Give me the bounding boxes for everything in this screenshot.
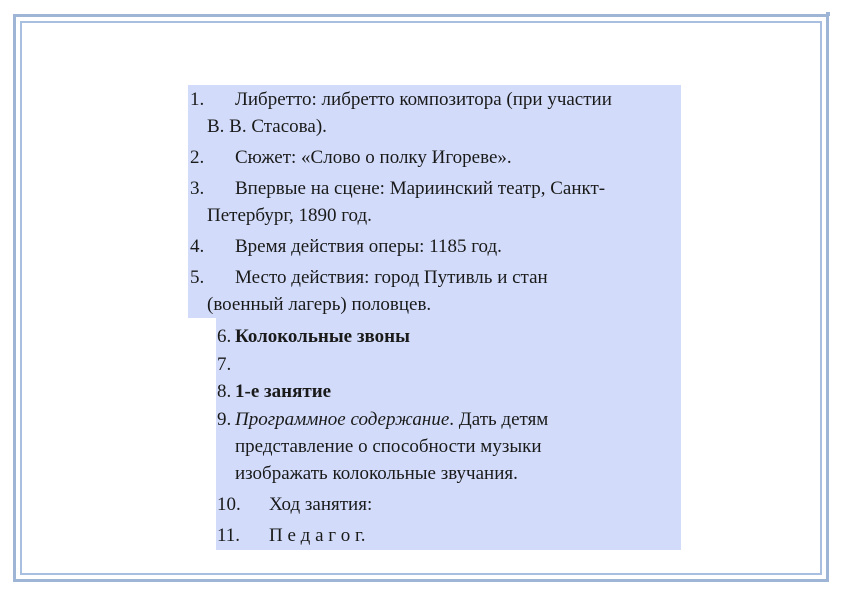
list-number: 4. [190, 236, 205, 257]
list-text: Место действия: город Путивль и стан [235, 267, 548, 288]
program-content-label: Программное содержание [235, 409, 450, 430]
list-text: Сюжет: «Слово о полку Игореве». [235, 147, 512, 168]
list-number: 8. [217, 381, 232, 402]
list-text: Ход занятия: [269, 494, 373, 515]
list-number: 9. [217, 409, 232, 430]
list-number: 5. [190, 267, 205, 288]
list-item-3-continuation: Петербург, 1890 год. [207, 205, 372, 226]
program-content-text: . Дать детям [449, 409, 549, 430]
section-heading: Колокольные звоны [235, 326, 410, 347]
list-number: 11. [217, 525, 241, 546]
list-text: П е д а г о г. [269, 525, 366, 546]
list-item-9-continuation-2: изображать колокольные звучания. [235, 463, 518, 484]
list-number: 3. [190, 178, 205, 199]
list-item-1-continuation: В. В. Стасова). [207, 116, 327, 137]
list-number: 6. [217, 326, 232, 347]
list-number: 1. [190, 89, 205, 110]
list-number: 2. [190, 147, 205, 168]
list-number: 10. [217, 494, 241, 515]
lesson-heading: 1-е занятие [235, 381, 332, 402]
list-text-line [235, 406, 548, 433]
list-number: 7. [217, 354, 232, 375]
list-item-5-continuation: (военный лагерь) половцев. [207, 294, 432, 315]
list-item-9-continuation-1: представление о способности музыки [235, 436, 542, 457]
list-text: Впервые на сцене: Мариинский театр, Санкт- [235, 178, 606, 199]
list-text: Либретто: либретто композитора (при участии [235, 89, 612, 110]
list-text: Время действия оперы: 1185 год. [235, 236, 502, 257]
